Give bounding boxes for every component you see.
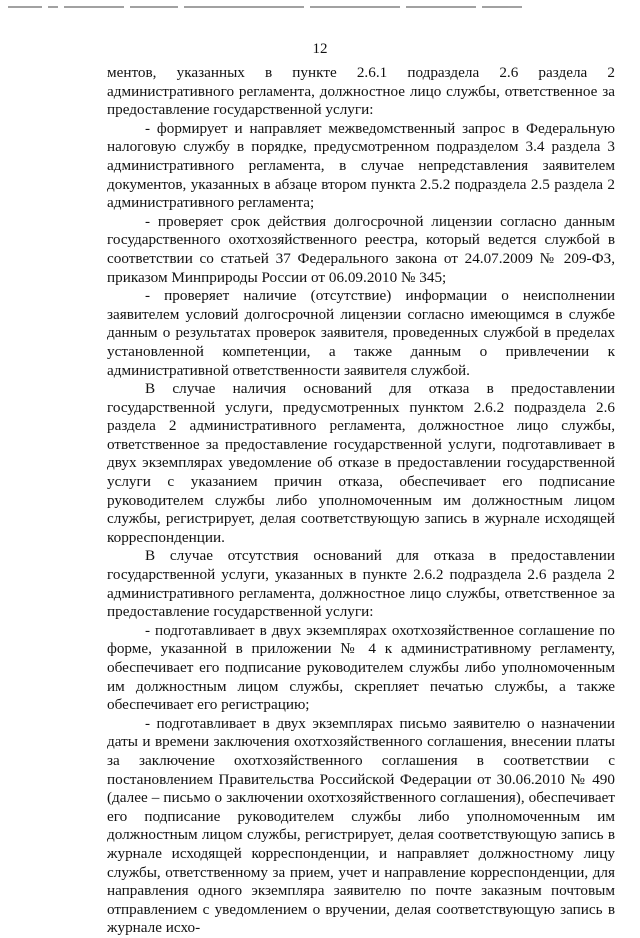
list-item-prepare-letter: - подготавливает в двух экземплярах письмо заявителю о назначении даты и времени заключения охотхозяйственного соглашения, внесении платы за заключение охотхозяйственного соглашения в соответствии с постановлением Правительства Российской Федерации от 30.06.2010 № 490 (далее – письмо о заключении охотхозяйственного соглашения), обеспечивает его подписание руководителем службы либо уполномоченным им должностным лицом службы, регистрирует, делая соответствующую запись в журнале исходящей корреспонденции, и направляет должностному лицу службы, ответственному за прием, учет и направление корреспонденции, для направления одного экземпляра заявителю по почте заказным почтовым отправлением с уведомлением о вручении, делая соответствующую запись в журнале исхо- (107, 714, 615, 937)
page-number: 12 (312, 41, 328, 57)
paragraph-refusal-case: В случае наличия оснований для отказа в предоставлении государственной услуги, предусмотренных пунктом 2.6.2 подраздела 2.6 раздела 2 административного регламента, должностное лицо службы, ответственное за предоставление государственной услуги, подготавливает в двух экземплярах уведомление об отказе в предоставлении государственной услуги с указанием причин отказа, обеспечивает его подписание руководителем службы либо уполномоченным им должностным лицом службы, регистрирует, делая соответствующую запись в журнале исходящей корреспонденции. (107, 380, 615, 546)
scan-header-artifact (8, 6, 600, 9)
document-body (107, 64, 615, 938)
list-item-license-compliance-check: - проверяет наличие (отсутствие) информации о неисполнении заявителем условий долгосрочной лицензии согласно имеющимся в службе данным о результатах проверок заявителя, проведенных службой в пределах установленной компетенции, а также данным о привлечении к административной ответственности заявителя службой. (107, 287, 615, 379)
paragraph-continuation: ментов, указанных в пункте 2.6.1 подраздела 2.6 раздела 2 административного регламента, должностное лицо службы, ответственное за предоставление государственной услуги: (107, 64, 615, 119)
paragraph-no-refusal-case: В случае отсутствия оснований для отказа в предоставлении государственной услуги, указанных в пункте 2.6.2 подраздела 2.6 раздела 2 административного регламента, должностное лицо службы, ответственное за предоставление государственной услуги: (107, 547, 615, 621)
list-item-prepare-agreement: - подготавливает в двух экземплярах охотхозяйственное соглашение по форме, указанной в приложении № 4 к административному регламенту, обеспечивает его подписание руководителем службы либо уполномоченным им должностным лицом службы, скрепляет печатью службы, а также обеспечивает его регистрацию; (107, 621, 615, 714)
list-item-tax-request: - формирует и направляет межведомственный запрос в Федеральную налоговую службу в порядке, предусмотренном подразделом 3.4 раздела 3 административного регламента, в случае непредставления заявителем документов, указанных в абзаце втором пункта 2.5.2 подраздела 2.5 раздела 2 административного регламента; (107, 119, 615, 212)
list-item-license-term-check: - проверяет срок действия долгосрочной лицензии согласно данным государственного охотхозяйственного реестра, который ведется службой в соответствии со статьей 37 Федерального закона от 24.07.2009 № 209-ФЗ, приказом Минприроды России от 06.09.2010 № 345; (107, 212, 615, 286)
